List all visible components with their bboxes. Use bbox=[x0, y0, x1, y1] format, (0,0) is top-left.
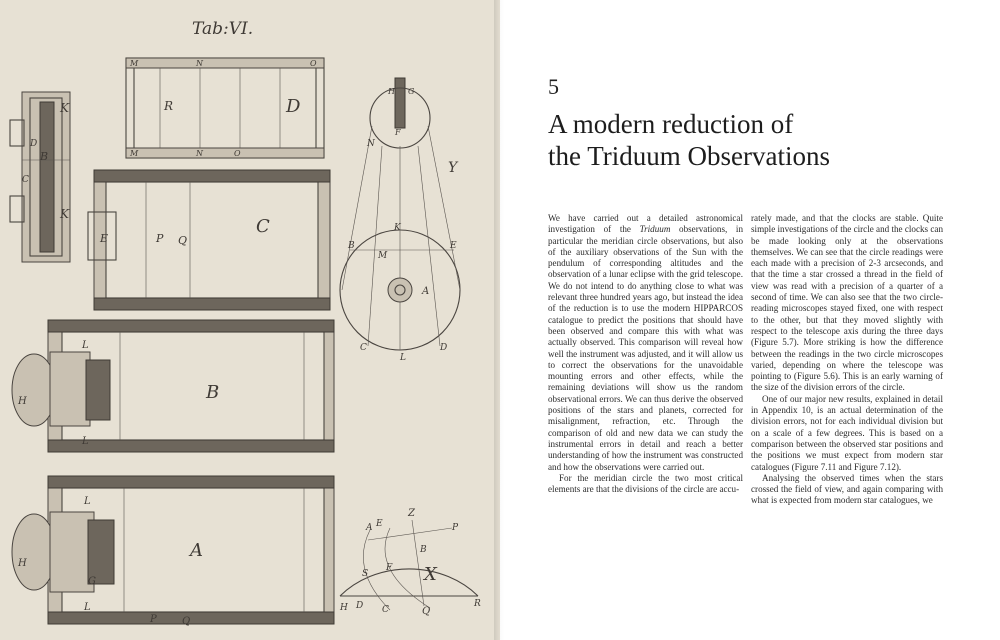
label-l3: L bbox=[84, 496, 91, 507]
label-b-c: B bbox=[348, 241, 355, 251]
label-m-c: M bbox=[378, 251, 388, 261]
label-z-s: Z bbox=[408, 508, 415, 519]
label-f-s: F bbox=[386, 563, 393, 573]
label-d: D bbox=[286, 96, 301, 117]
figure-a-instrument bbox=[12, 476, 334, 624]
label-q2: Q bbox=[182, 616, 191, 627]
label-h1: H bbox=[18, 396, 27, 407]
label-n-c: N bbox=[367, 139, 375, 149]
label-d-c: D bbox=[440, 343, 448, 353]
paragraph: For the meridian circle the two most critical elements are that the divisions of the circle are accu- bbox=[548, 472, 743, 495]
label-a-c: A bbox=[422, 286, 430, 297]
label-n1: N bbox=[196, 59, 203, 68]
label-a-s: A bbox=[366, 523, 373, 533]
label-o2: O bbox=[234, 149, 241, 158]
label-p2: P bbox=[150, 614, 157, 625]
label-l4: L bbox=[84, 602, 91, 613]
chapter-title bbox=[548, 108, 968, 172]
label-e-c: E bbox=[450, 241, 457, 251]
label-c: C bbox=[256, 216, 270, 237]
label-b-s: B bbox=[420, 545, 427, 555]
label-c-small: C bbox=[22, 175, 29, 185]
label-d-small: D bbox=[30, 139, 38, 149]
label-p-s: P bbox=[452, 523, 459, 533]
label-h-c: H bbox=[388, 87, 395, 96]
paragraph: One of our major new results, explained in detail in Appendix 10, is an actual determination of the division errors, not for each individual division but on a scale of a few degrees. This is based on a comparison between the observed star positions and the positions we must expect from modern star catalogues (Figure 7.11 and Figure 7.12). bbox=[751, 393, 943, 472]
label-l1: L bbox=[82, 340, 89, 351]
page-gutter-shadow bbox=[494, 0, 504, 640]
paragraph: rately made, and that the clocks are stable. Quite simple investigations of the circle and the clocks can be made looking only at the observations themselves. We can see that the circle readings were each made with a precision of 2-3 arcseconds, and that the time a star crossed a thread in the field of view was read with a precision of a quarter of a second of time. We can also see that the two circle-reading microscopes stayed fixed, one with respect to the other, but that they moved slightly with respect to the telescope axis during the three days (Figure 5.7). More striking is how the difference between the readings in the two circle microscopes varied, depending on where the telescope was pointing to (Figure 5.6). This is an early warning of the size of the division errors of the circle. bbox=[751, 213, 943, 393]
label-g: G bbox=[88, 576, 96, 587]
label-a: A bbox=[190, 540, 203, 561]
label-h-s: H bbox=[340, 603, 348, 613]
label-h2: H bbox=[18, 558, 27, 569]
label-k-bottom: K bbox=[60, 207, 69, 221]
paragraph: Analysing the observed times when the stars crossed the field of view, and again comparing with what is expected from modern star catalogues, we bbox=[751, 472, 943, 506]
label-q: Q bbox=[178, 234, 188, 247]
label-f-c: F bbox=[395, 128, 401, 137]
chapter-title-line-2: the Triduum Observations bbox=[548, 141, 831, 171]
label-p: P bbox=[156, 232, 164, 245]
label-r-s: R bbox=[474, 599, 481, 609]
paragraph-text: observations, in particular the meridian circle observations, but also of the auxiliary observations of the Sun with the pendulum of corresponding altitudes and the observation of a lunar eclipse with the grid telescope. We do not intend to do anything close to what was relevant three hundred years ago, but instead the idea of the reduction is to use the modern HIPPARCOS catalogue to predict the positions that should have been observed and compare this with what was actually observed. This comparison will reveal how well the instrument was adjusted, and it will allow us to correct the observations for the unavoidable mounting errors and other effects, while the remaining deviations will show us the random observational errors. We can thus derive the observed positions of the stars and planets, corrected for misalignment, refraction, etc. Through the comparison of old and new data we can study the instrumental errors in detail and reach a better understanding of how the instrument was constructed and how the observations were carried out. bbox=[548, 224, 743, 472]
figure-b-instrument bbox=[12, 320, 334, 452]
label-n2: N bbox=[196, 149, 203, 158]
label-y: Y bbox=[448, 160, 458, 176]
figure-circle-diagram bbox=[340, 78, 460, 350]
label-b-small: B bbox=[40, 150, 49, 163]
figure-clamp bbox=[10, 92, 70, 262]
label-d-s: D bbox=[356, 601, 364, 611]
chapter-number: 5 bbox=[548, 74, 559, 99]
label-c-c: C bbox=[360, 343, 367, 353]
label-m2: M bbox=[130, 149, 139, 158]
label-q-s: Q bbox=[422, 606, 431, 617]
label-c-s: C bbox=[382, 605, 389, 615]
label-k-c: K bbox=[394, 223, 401, 233]
label-b: B bbox=[206, 382, 220, 403]
label-x-s: X bbox=[424, 564, 437, 585]
figure-sphere-diagram bbox=[340, 520, 478, 610]
paragraph-text: We have carried out a detailed astronomical investigation of the bbox=[548, 213, 743, 235]
label-k-top: K bbox=[60, 101, 69, 115]
figure-c-frame bbox=[88, 170, 330, 310]
label-l2: L bbox=[82, 436, 89, 447]
plate-title: Tab:VI. bbox=[192, 19, 254, 39]
label-g-c: G bbox=[408, 87, 415, 96]
label-s-s: S bbox=[362, 569, 369, 579]
text-column-right bbox=[751, 213, 943, 507]
text-column-left bbox=[548, 213, 743, 495]
label-e: E bbox=[100, 232, 109, 245]
label-l-c: L bbox=[400, 353, 406, 363]
chapter-title-line-1: A modern reduction of bbox=[548, 109, 794, 139]
label-e-s: E bbox=[376, 519, 383, 529]
paragraph bbox=[548, 213, 743, 473]
label-m1: M bbox=[130, 59, 139, 68]
label-r: R bbox=[164, 99, 174, 113]
paragraph-emphasis: Triduum bbox=[639, 224, 671, 235]
label-o: O bbox=[310, 59, 317, 68]
